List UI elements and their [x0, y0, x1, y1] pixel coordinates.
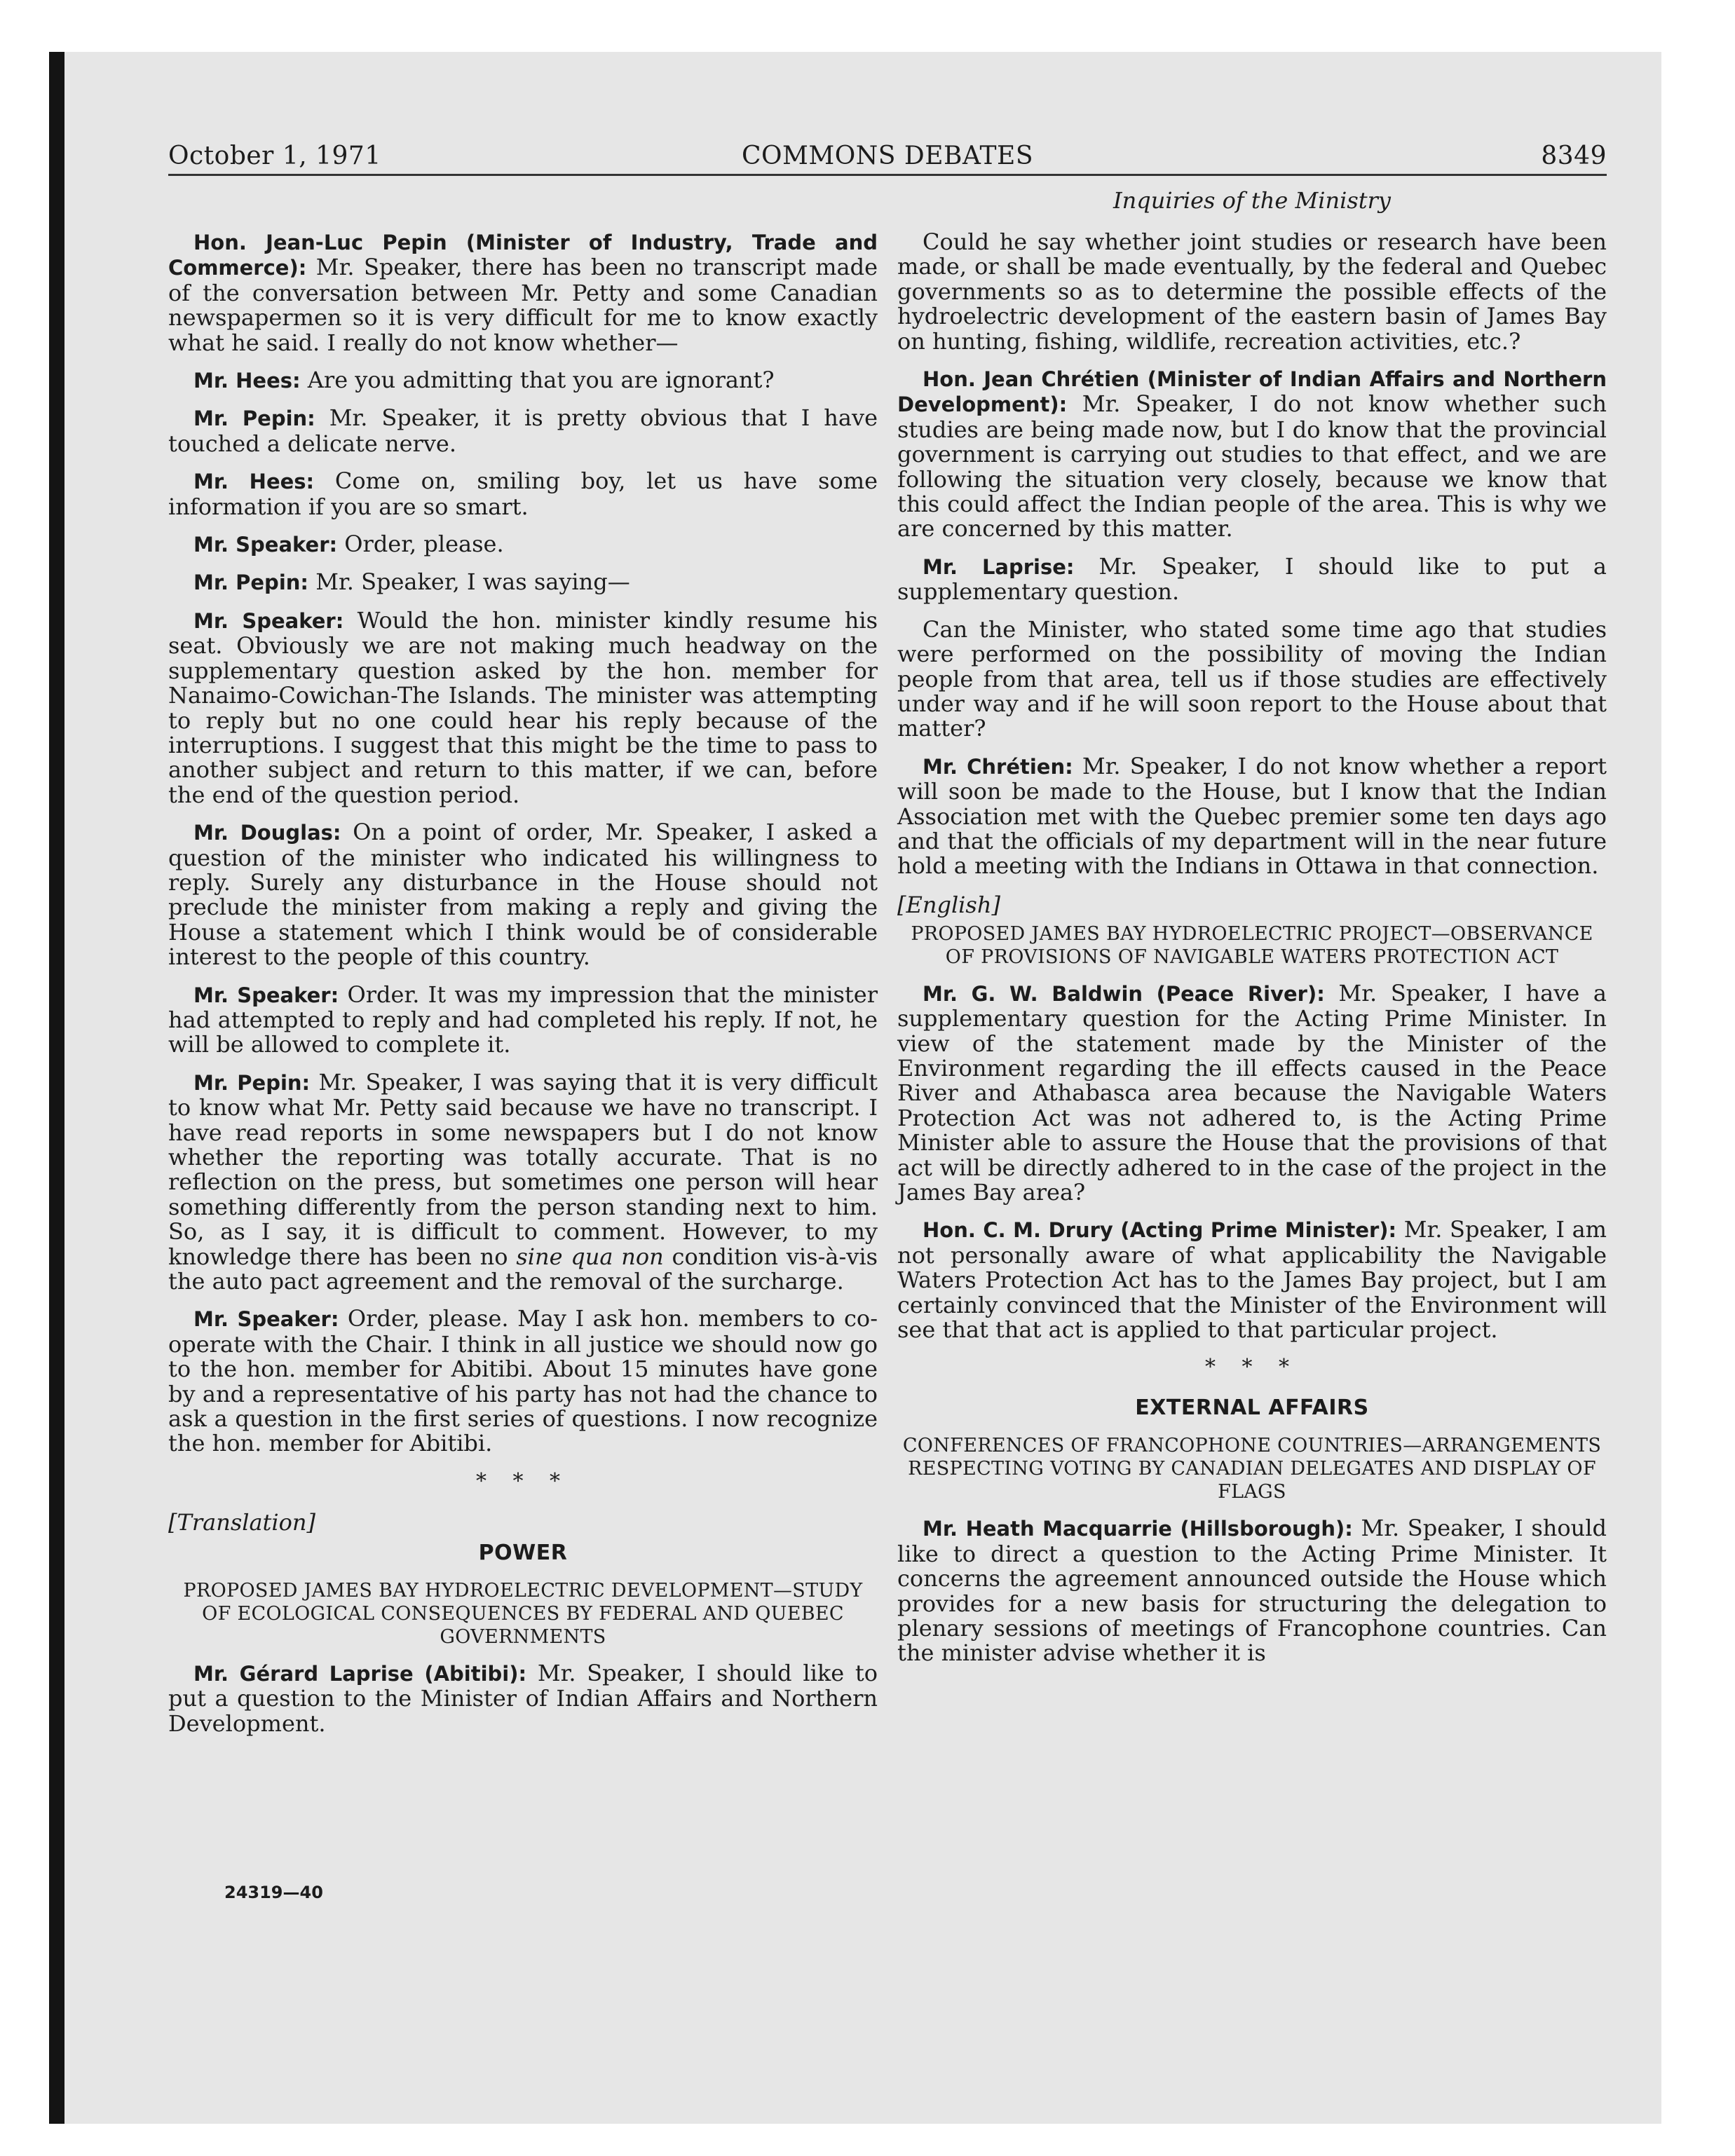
paragraph-text: Mr. Speaker, I have a supplementary question for the Acting Prime Minister. In view of the statement made by the Minister of the Environment regarding the ill effects caused in the Peace River and Athabasca area because the Navigable Waters Protection Act was not adhered to, is the Acting Prime Minister able to assure the House that the provisions of that act will be directly adhered to in the case of the project in the James Bay area? — [897, 979, 1607, 1206]
speaker-name: Mr. Speaker: — [193, 1307, 339, 1332]
paragraph-text: Mr. Speaker, I was saying that it is very difficult to know what Mr. Petty said because we have no transcript. I have read reports in some newspapers but I do not know whether the reporting was totally accurate. That is no reflection on the press, but sometimes one person will hear something differently from the person standing next to him. So, as I say, it is difficult to comment. However, to my knowledge there has been no — [168, 1068, 878, 1270]
italic-phrase: sine qua non — [516, 1243, 664, 1270]
left-after-paragraphs — [168, 1661, 878, 1736]
paragraph-text: Mr. Speaker, I should like to put a supplementary question. — [897, 552, 1607, 606]
speaker-name: Mr. Douglas: — [193, 821, 341, 845]
subheading: PROPOSED JAMES BAY HYDROELECTRIC DEVELOPMENT—STUDY OF ECOLOGICAL CONSEQUENCES BY FEDERAL AND QUEBEC GOVERNMENTS — [183, 1579, 863, 1648]
separator-asterisks: * * * — [475, 1468, 571, 1494]
paragraph-text: Could he say whether joint studies or research have been made, or shall be made eventually, by the federal and Quebec governments so as to determine the possible effects of the hydroelectric development of the eastern basin of James Bay on hunting, fishing, wildlife, recreation activities, etc.? — [897, 228, 1607, 355]
paragraph — [168, 1306, 878, 1456]
paragraph-text: Mr. Speaker, it is pretty obvious that I have touched a delicate nerve. — [168, 404, 878, 457]
speaker-name: Mr. Speaker: — [193, 983, 339, 1007]
paragraph — [897, 1217, 1607, 1342]
paragraph-text: On a point of order, Mr. Speaker, I asked a question of the minister who indicated his willingness to reply. Surely any disturbance in the House should not preclude the minister from making a reply and giving the House a statement which I think would be of considerable interest to the people of this country. — [168, 819, 878, 971]
header-page-number: 8349 — [1541, 142, 1607, 170]
paragraph-text: Mr. Speaker, I should like to direct a question to the Acting Prime Minister. It concerns the agreement announced outside the House which provides for a new basis for structuring the delegation to plenary sessions of meetings of Francophone countries. Can the minister advise whether it is — [897, 1515, 1607, 1667]
paragraph — [168, 368, 878, 393]
speaker-name: Mr. G. W. Baldwin (Peace River): — [923, 981, 1325, 1006]
paragraph — [897, 554, 1607, 605]
subheading: CONFERENCES OF FRANCOPHONE COUNTRIES—ARRANGEMENTS RESPECTING VOTING BY CANADIAN DELEGATES AND DISPLAY OF FLAGS — [902, 1435, 1602, 1503]
paragraph — [897, 981, 1607, 1206]
running-header — [168, 140, 1607, 176]
paragraph-text: Can the Minister, who stated some time ago that studies were performed on the possibility of moving the Indian people from that area, tell us if those studies are effectively under way and if he will soon report to the House about that matter? — [897, 615, 1607, 742]
paragraph — [168, 608, 878, 807]
language-tag: [English] — [897, 891, 1000, 918]
speaker-name: Hon. C. M. Drury (Acting Prime Minister): — [923, 1218, 1397, 1243]
paragraph — [168, 983, 878, 1058]
paragraph-text: Order, please. — [344, 531, 504, 558]
paragraph — [168, 1661, 878, 1736]
paragraph-text: Mr. Speaker, I do not know whether such studies are being made now, but I do know that the provincial government is carrying out studies to that effect, and we are following the situation very closely, because we know that this could affect the Indian people of the area. This is why we are concerned by this matter. — [897, 390, 1607, 543]
section-heading: EXTERNAL AFFAIRS — [1135, 1396, 1369, 1421]
right-after-paragraphs — [897, 1516, 1607, 1665]
paragraph-text: condition vis-à-vis the auto pact agreement and the removal of the surcharge. — [168, 1243, 878, 1295]
paragraph-text: Would the hon. minister kindly resume his seat. Obviously we are not making much headway on the supplementary question asked by the hon. member for Nanaimo-Cowichan-The Islands. The minister was attempting to reply but no one could hear his reply because of the interruptions. I suggest that this might be the time to pass to another subject and return to this matter, if we can, before the end of the question period. — [168, 606, 878, 808]
speaker-name: Mr. Laprise: — [923, 554, 1075, 579]
paragraph-text: Are you admitting that you are ignorant? — [307, 367, 775, 394]
paragraph-text: Order, please. May I ask hon. members to co-operate with the Chair. I think in all justice we should now go to the hon. member for Abitibi. About 15 minutes have gone by and a representative of his party has not had the chance to ask a question in the first series of questions. I now recognize the hon. member for Abitibi. — [168, 1305, 878, 1457]
speaker-name: Mr. Gérard Laprise (Abitibi): — [193, 1661, 527, 1686]
paragraph — [168, 406, 878, 456]
speaker-name: Hon. Jean-Luc Pepin (Minister of Industry, Trade and Commerce): — [168, 231, 878, 280]
section-title: Inquiries of the Ministry — [1113, 187, 1391, 214]
speaker-name: Mr. Speaker: — [193, 533, 338, 557]
speaker-name: Mr. Pepin: — [193, 407, 315, 431]
paragraph — [897, 230, 1607, 354]
paragraph-text: Order. It was my impression that the minister had attempted to reply and had completed his reply. If not, he will be allowed to complete it. — [168, 981, 878, 1058]
right-column — [897, 230, 1607, 1679]
speaker-name: Mr. Heath Macquarrie (Hillsborough): — [923, 1517, 1353, 1541]
paragraph — [168, 570, 878, 595]
header-title: COMMONS DEBATES — [742, 142, 1033, 170]
language-tag: [Translation] — [168, 1508, 315, 1536]
paragraph — [168, 1070, 878, 1295]
paragraph — [897, 754, 1607, 879]
paragraph — [897, 1516, 1607, 1665]
paragraph — [897, 615, 1607, 742]
speaker-name: Mr. Pepin: — [193, 571, 309, 595]
paragraph-text: Mr. Speaker, I am not personally aware of what applicability the Navigable Waters Protection Act has to the James Bay project, but I am certainly convinced that the Minister of the Environment will see that that act is applied to that particular project. — [897, 1216, 1607, 1344]
speaker-name: Mr. Pepin: — [193, 1070, 311, 1095]
subheading: PROPOSED JAMES BAY HYDROELECTRIC PROJECT—OBSERVANCE OF PROVISIONS OF NAVIGABLE WATERS PROTECTION ACT — [911, 922, 1593, 968]
paragraph-text: Mr. Speaker, I was saying— — [315, 568, 630, 596]
separator-asterisks: * * * — [1204, 1355, 1300, 1380]
paragraph-text: Mr. Speaker, I do not know whether a report will soon be made to the House, but I know that the Indian Association met with the Quebec premier some ten days ago and that the officials of my department will in the near future hold a meeting with the Indians in Ottawa in that connection. — [897, 752, 1607, 880]
right-middle-paragraphs — [897, 981, 1607, 1343]
section-heading: POWER — [478, 1540, 568, 1565]
left-paragraphs — [168, 230, 878, 1456]
speaker-name: Mr. Speaker: — [193, 608, 344, 633]
speaker-name: Mr. Hees: — [193, 369, 301, 393]
paragraph — [168, 532, 878, 557]
paragraph — [168, 820, 878, 969]
paragraph-text: Mr. Speaker, I should like to put a question to the Minister of Indian Affairs and Northern Development. — [168, 1659, 878, 1737]
header-date: October 1, 1971 — [168, 142, 381, 170]
paragraph-text: Come on, smiling boy, let us have some information if you are so smart. — [168, 468, 878, 520]
right-paragraphs — [897, 230, 1607, 879]
paragraph-text: Mr. Speaker, there has been no transcript made of the conversation between Mr. Petty and some Canadian newspapermen so it is very difficult for me to know exactly what he said. I really do not know whether— — [168, 254, 878, 356]
paragraph — [897, 367, 1607, 542]
scan-edge — [49, 52, 64, 2124]
left-column — [168, 230, 878, 1749]
paragraph — [168, 230, 878, 355]
speaker-name: Mr. Hees: — [193, 470, 315, 494]
paragraph — [168, 469, 878, 519]
speaker-name: Hon. Jean Chrétien (Minister of Indian Affairs and Northern Development): — [897, 367, 1607, 417]
speaker-name: Mr. Chrétien: — [923, 754, 1073, 779]
footer-code: 24319—40 — [224, 1883, 323, 1902]
